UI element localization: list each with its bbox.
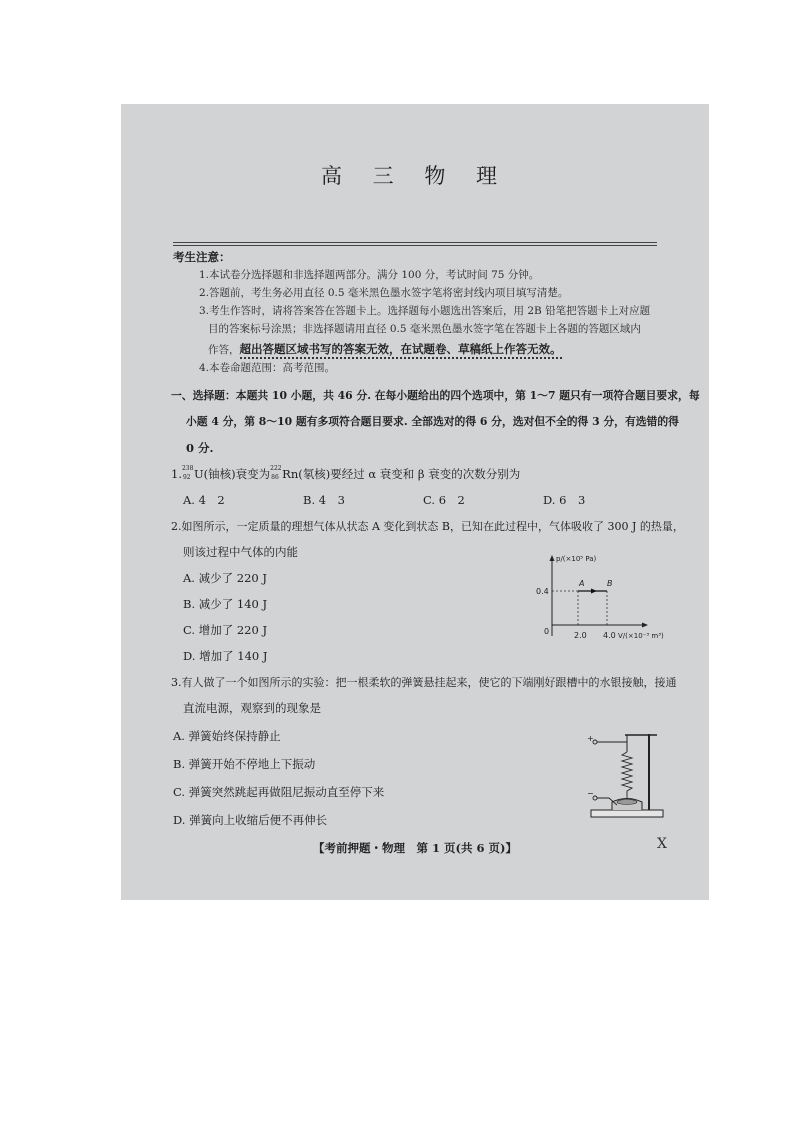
pv-graph [535,552,675,642]
page-footer: 【考前押题・物理 第 1 页(共 6 页)】 [313,841,517,855]
pv-graph-label-a: A [579,579,585,588]
uranium-mass-number: 238 [181,465,194,472]
question-1-option-d: D. 6 3 [543,493,586,507]
question-1-stem [171,466,520,482]
pv-graph-y-arrow [550,555,555,561]
spring-coil [622,752,632,798]
question-2-stem-line2: 则该过程中气体的内能 [183,545,298,559]
question-3-stem-line1: 3.有人做了一个如图所示的实验：把一根柔软的弹簧悬挂起来，使它的下端刚好跟槽中的水银接触，接通 [171,676,677,689]
question-3-option-d: D. 弹簧向上收缩后便不再伸长 [173,813,328,827]
pv-graph-y-tick: 0.4 [536,587,549,596]
page-title: 高 三 物 理 [320,164,510,188]
notice-item-3-prefix: 作答， [208,344,240,356]
notice-item-2: 2.答题前，考生务必用直径 0.5 毫米黑色墨水签字笔将密封线内项目填写清楚。 [199,287,569,299]
uranium-nuclide-label [181,465,194,481]
notice-heading: 考生注意： [173,250,231,264]
pv-graph-y-label: p/(×10⁵ Pa) [556,555,597,563]
pv-graph-x-tick-2: 4.0 [603,631,616,640]
question-3-option-a: A. 弹簧始终保持静止 [173,729,281,743]
section-heading-line3: 0 分. [186,441,214,455]
question-3-option-c: C. 弹簧突然跳起再做阻尼振动直至停下来 [173,785,385,799]
question-1-option-a: A. 4 2 [183,493,225,507]
spring-apparatus-diagram [587,728,667,820]
pv-graph-label-b: B [607,579,613,588]
question-2-stem-line1: 2.如图所示，一定质量的理想气体从状态 A 变化到状态 B，已知在此过程中，气体吸收了 300 J 的热量， [171,520,684,533]
notice-item-3-cont: 目的答案标号涂黑；非选择题请用直径 0.5 毫米黑色墨水签字笔在答题卡上各题的答题区域内 [208,323,641,335]
terminal-positive-label: + [587,734,594,743]
mercury-surface [617,800,637,805]
pv-graph-x-label: V/(×10⁻³ m³) [618,632,664,640]
pv-graph-origin: 0 [544,627,550,636]
apparatus-base [591,810,663,817]
notice-emphasis: 超出答题区域书写的答案无效，在试题卷、草稿纸上作答无效。 [240,342,562,359]
question-2-option-b: B. 减少了 140 J [183,597,268,611]
question-1-option-c: C. 6 2 [423,493,465,507]
section-heading-line1: 一、选择题：本题共 10 小题，共 46 分. 在每小题给出的四个选项中，第 1～7 题只有一项符合题目要求，每 [171,389,700,402]
notice-item-4: 4.本卷命题范围：高考范围。 [199,362,336,374]
corner-mark: X [657,836,667,852]
terminal-negative-label: − [587,789,594,798]
notice-item-3: 3.考生作答时，请将答案答在答题卡上。选择题每小题选出答案后，用 2B 铅笔把答题卡上对应题 [199,305,651,317]
question-1-text-b: Rn(氡核)要经过 α 衰变和 β 衰变的次数分别为 [282,467,521,481]
radon-mass-number: 222 [270,465,282,472]
pv-graph-process-arrow [591,589,597,594]
question-1-number: 1. [171,467,182,481]
question-2-option-c: C. 增加了 220 J [183,623,268,637]
section-heading-line2: 小题 4 分，第 8～10 题有多项符合题目要求. 全部选对的得 6 分，选对但不全的得 3 分，有选错的得 [186,415,679,428]
question-2-option-a: A. 减少了 220 J [183,571,267,585]
uranium-atomic-number: 92 [182,474,191,481]
notice-item-3-end [208,338,562,357]
question-3-stem-line2: 直流电源，观察到的现象是 [183,701,321,715]
radon-atomic-number: 86 [271,474,279,481]
question-3-option-b: B. 弹簧开始不停地上下振动 [173,757,316,771]
notice-item-1: 1.本试卷分选择题和非选择题两部分。满分 100 分，考试时间 75 分钟。 [199,269,540,281]
radon-nuclide-label [270,465,282,481]
question-1-text-a: U(铀核)衰变为 [193,467,271,481]
pv-graph-x-arrow [642,623,648,628]
question-2-option-d: D. 增加了 140 J [183,649,268,663]
pv-graph-x-tick-1: 2.0 [574,631,587,640]
divider-line [173,242,657,243]
question-1-option-b: B. 4 3 [303,493,345,507]
divider-line-double [173,245,657,246]
exam-sheet [121,104,709,900]
